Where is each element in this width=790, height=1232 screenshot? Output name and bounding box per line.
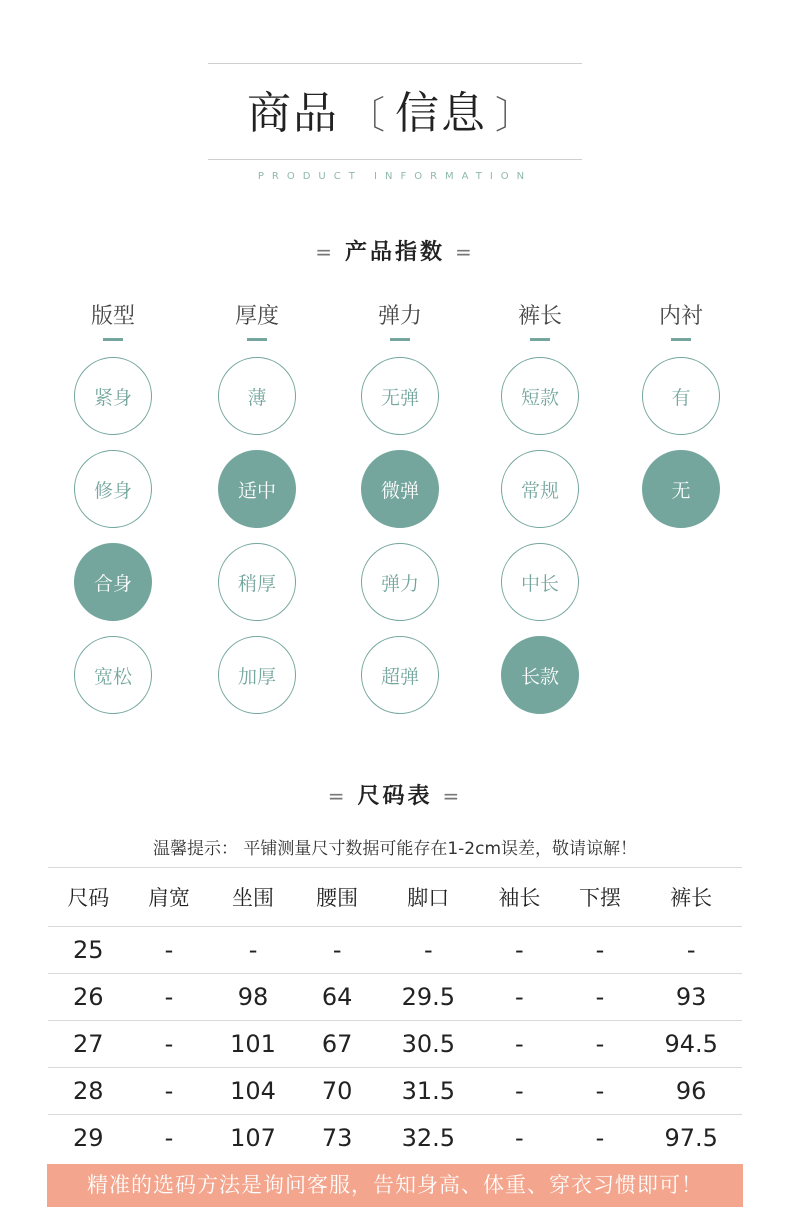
size-table-header-cell: 袖长 [479, 868, 560, 927]
index-option-selected: 无 [642, 450, 720, 528]
size-table-cell: - [479, 1068, 560, 1115]
page-subtitle: PRODUCT INFORMATION [257, 171, 533, 182]
size-table-cell: 93 [640, 974, 742, 1021]
size-table-header-cell: 脚口 [377, 868, 479, 927]
title-bracket-close: 〕 [495, 93, 536, 137]
size-table-header-cell: 裤长 [640, 868, 742, 927]
index-section-heading [0, 235, 790, 266]
index-option: 无弹 [361, 357, 439, 435]
size-table-header-row [48, 868, 742, 927]
size-table-cell: - [595, 1124, 605, 1152]
size-table-header-cell: 尺码 [48, 868, 129, 927]
size-table-cell: - [129, 1021, 210, 1068]
size-table-cell: 67 [297, 1021, 378, 1068]
index-column [350, 300, 450, 729]
index-option: 加厚 [218, 636, 296, 714]
size-table-cell: 26 [48, 974, 129, 1021]
size-table-cell: - [560, 974, 641, 1021]
index-column [490, 300, 590, 729]
size-table-cell: - [479, 974, 560, 1021]
size-table-header-cell: 坐围 [209, 868, 297, 927]
index-column-title: 裤长 [517, 304, 562, 329]
size-table-cell: - [129, 974, 210, 1021]
size-table-cell: - [209, 927, 297, 974]
eq-right: = [455, 240, 475, 264]
index-option-selected: 微弹 [361, 450, 439, 528]
size-advice-banner: 精准的选码方法是询问客服，告知身高、体重、穿衣习惯即可！ [47, 1164, 743, 1207]
size-table-cell: 64 [297, 974, 378, 1021]
size-table-cell: - [560, 927, 641, 974]
size-table-cell: - [129, 1068, 210, 1115]
header-bottom-line [208, 159, 582, 160]
table-row [48, 1021, 742, 1068]
size-table-body [48, 927, 742, 1162]
title-bracket-open: 〔 [346, 93, 387, 137]
index-option: 宽松 [74, 636, 152, 714]
size-table-cell: - [479, 927, 560, 974]
measurement-note: 温馨提示： 平铺测量尺寸数据可能存在1-2cm误差，敬请谅解！ [152, 839, 638, 859]
size-table-cell: 104 [209, 1068, 297, 1115]
table-row [48, 1068, 742, 1115]
size-table-cell: 29.5 [377, 974, 479, 1021]
size-heading-text: 尺码表 [357, 784, 433, 809]
index-option: 短款 [501, 357, 579, 435]
index-option: 常规 [501, 450, 579, 528]
size-table [48, 867, 742, 1161]
table-row [48, 927, 742, 974]
table-row [48, 1115, 742, 1162]
table-row [48, 974, 742, 1021]
index-option: 修身 [74, 450, 152, 528]
index-option: 有 [642, 357, 720, 435]
size-table-cell: 31.5 [377, 1068, 479, 1115]
index-option: 超弹 [361, 636, 439, 714]
size-table-cell: 28 [48, 1068, 129, 1115]
size-table-cell: 30.5 [377, 1021, 479, 1068]
index-option: 薄 [218, 357, 296, 435]
index-column [631, 300, 731, 543]
index-column [207, 300, 307, 729]
index-column-title: 版型 [90, 304, 135, 329]
index-option: 稍厚 [218, 543, 296, 621]
size-table-cell: - [515, 1124, 524, 1152]
column-title-underline [530, 338, 550, 341]
size-table-cell: 25 [48, 927, 129, 974]
title-left: 商品 [246, 88, 339, 139]
size-table-cell: - [377, 927, 479, 974]
index-option-selected: 合身 [74, 543, 152, 621]
size-table-header-cell: 下摆 [560, 868, 641, 927]
size-table-cell: 29 [73, 1124, 104, 1152]
index-option: 弹力 [361, 543, 439, 621]
index-column-title: 内衬 [658, 304, 703, 329]
size-table-cell: 107 [230, 1124, 276, 1152]
size-table-cell: 97.5 [664, 1124, 718, 1152]
header-top-line [208, 63, 582, 64]
index-column-title: 弹力 [377, 304, 422, 329]
size-table-cell: - [164, 1124, 174, 1152]
column-title-underline [247, 338, 267, 341]
index-column [63, 300, 163, 729]
eq-left: = [315, 240, 335, 264]
index-option: 中长 [501, 543, 579, 621]
eq-right: = [442, 784, 463, 808]
size-table-cell: 94.5 [640, 1021, 742, 1068]
size-table-cell: - [129, 927, 210, 974]
column-title-underline [671, 338, 691, 341]
column-title-underline [103, 338, 123, 341]
title-right: 信息 [395, 88, 487, 139]
size-section-heading [0, 779, 790, 810]
size-table-cell: - [560, 1068, 641, 1115]
size-table-cell: 101 [209, 1021, 297, 1068]
size-table-cell: 73 [321, 1124, 353, 1152]
page-title [0, 84, 790, 145]
size-table-cell: - [297, 927, 378, 974]
index-option: 紧身 [74, 357, 152, 435]
size-table-header-cell: 腰围 [297, 868, 378, 927]
size-table-cell: 70 [297, 1068, 378, 1115]
column-title-underline [390, 338, 410, 341]
index-option-selected: 长款 [501, 636, 579, 714]
size-table-cell: - [479, 1021, 560, 1068]
index-option-selected: 适中 [218, 450, 296, 528]
index-column-title: 厚度 [234, 304, 279, 329]
size-table-cell: 96 [640, 1068, 742, 1115]
size-table-header-cell: 肩宽 [129, 868, 210, 927]
size-table-wrap [48, 867, 742, 1161]
size-table-cell: 98 [209, 974, 297, 1021]
size-table-cell: - [640, 927, 742, 974]
index-heading-text: 产品指数 [344, 240, 445, 265]
size-table-cell: 32.5 [401, 1124, 455, 1152]
eq-left: = [327, 784, 348, 808]
size-table-cell: 27 [48, 1021, 129, 1068]
size-table-cell: - [560, 1021, 641, 1068]
